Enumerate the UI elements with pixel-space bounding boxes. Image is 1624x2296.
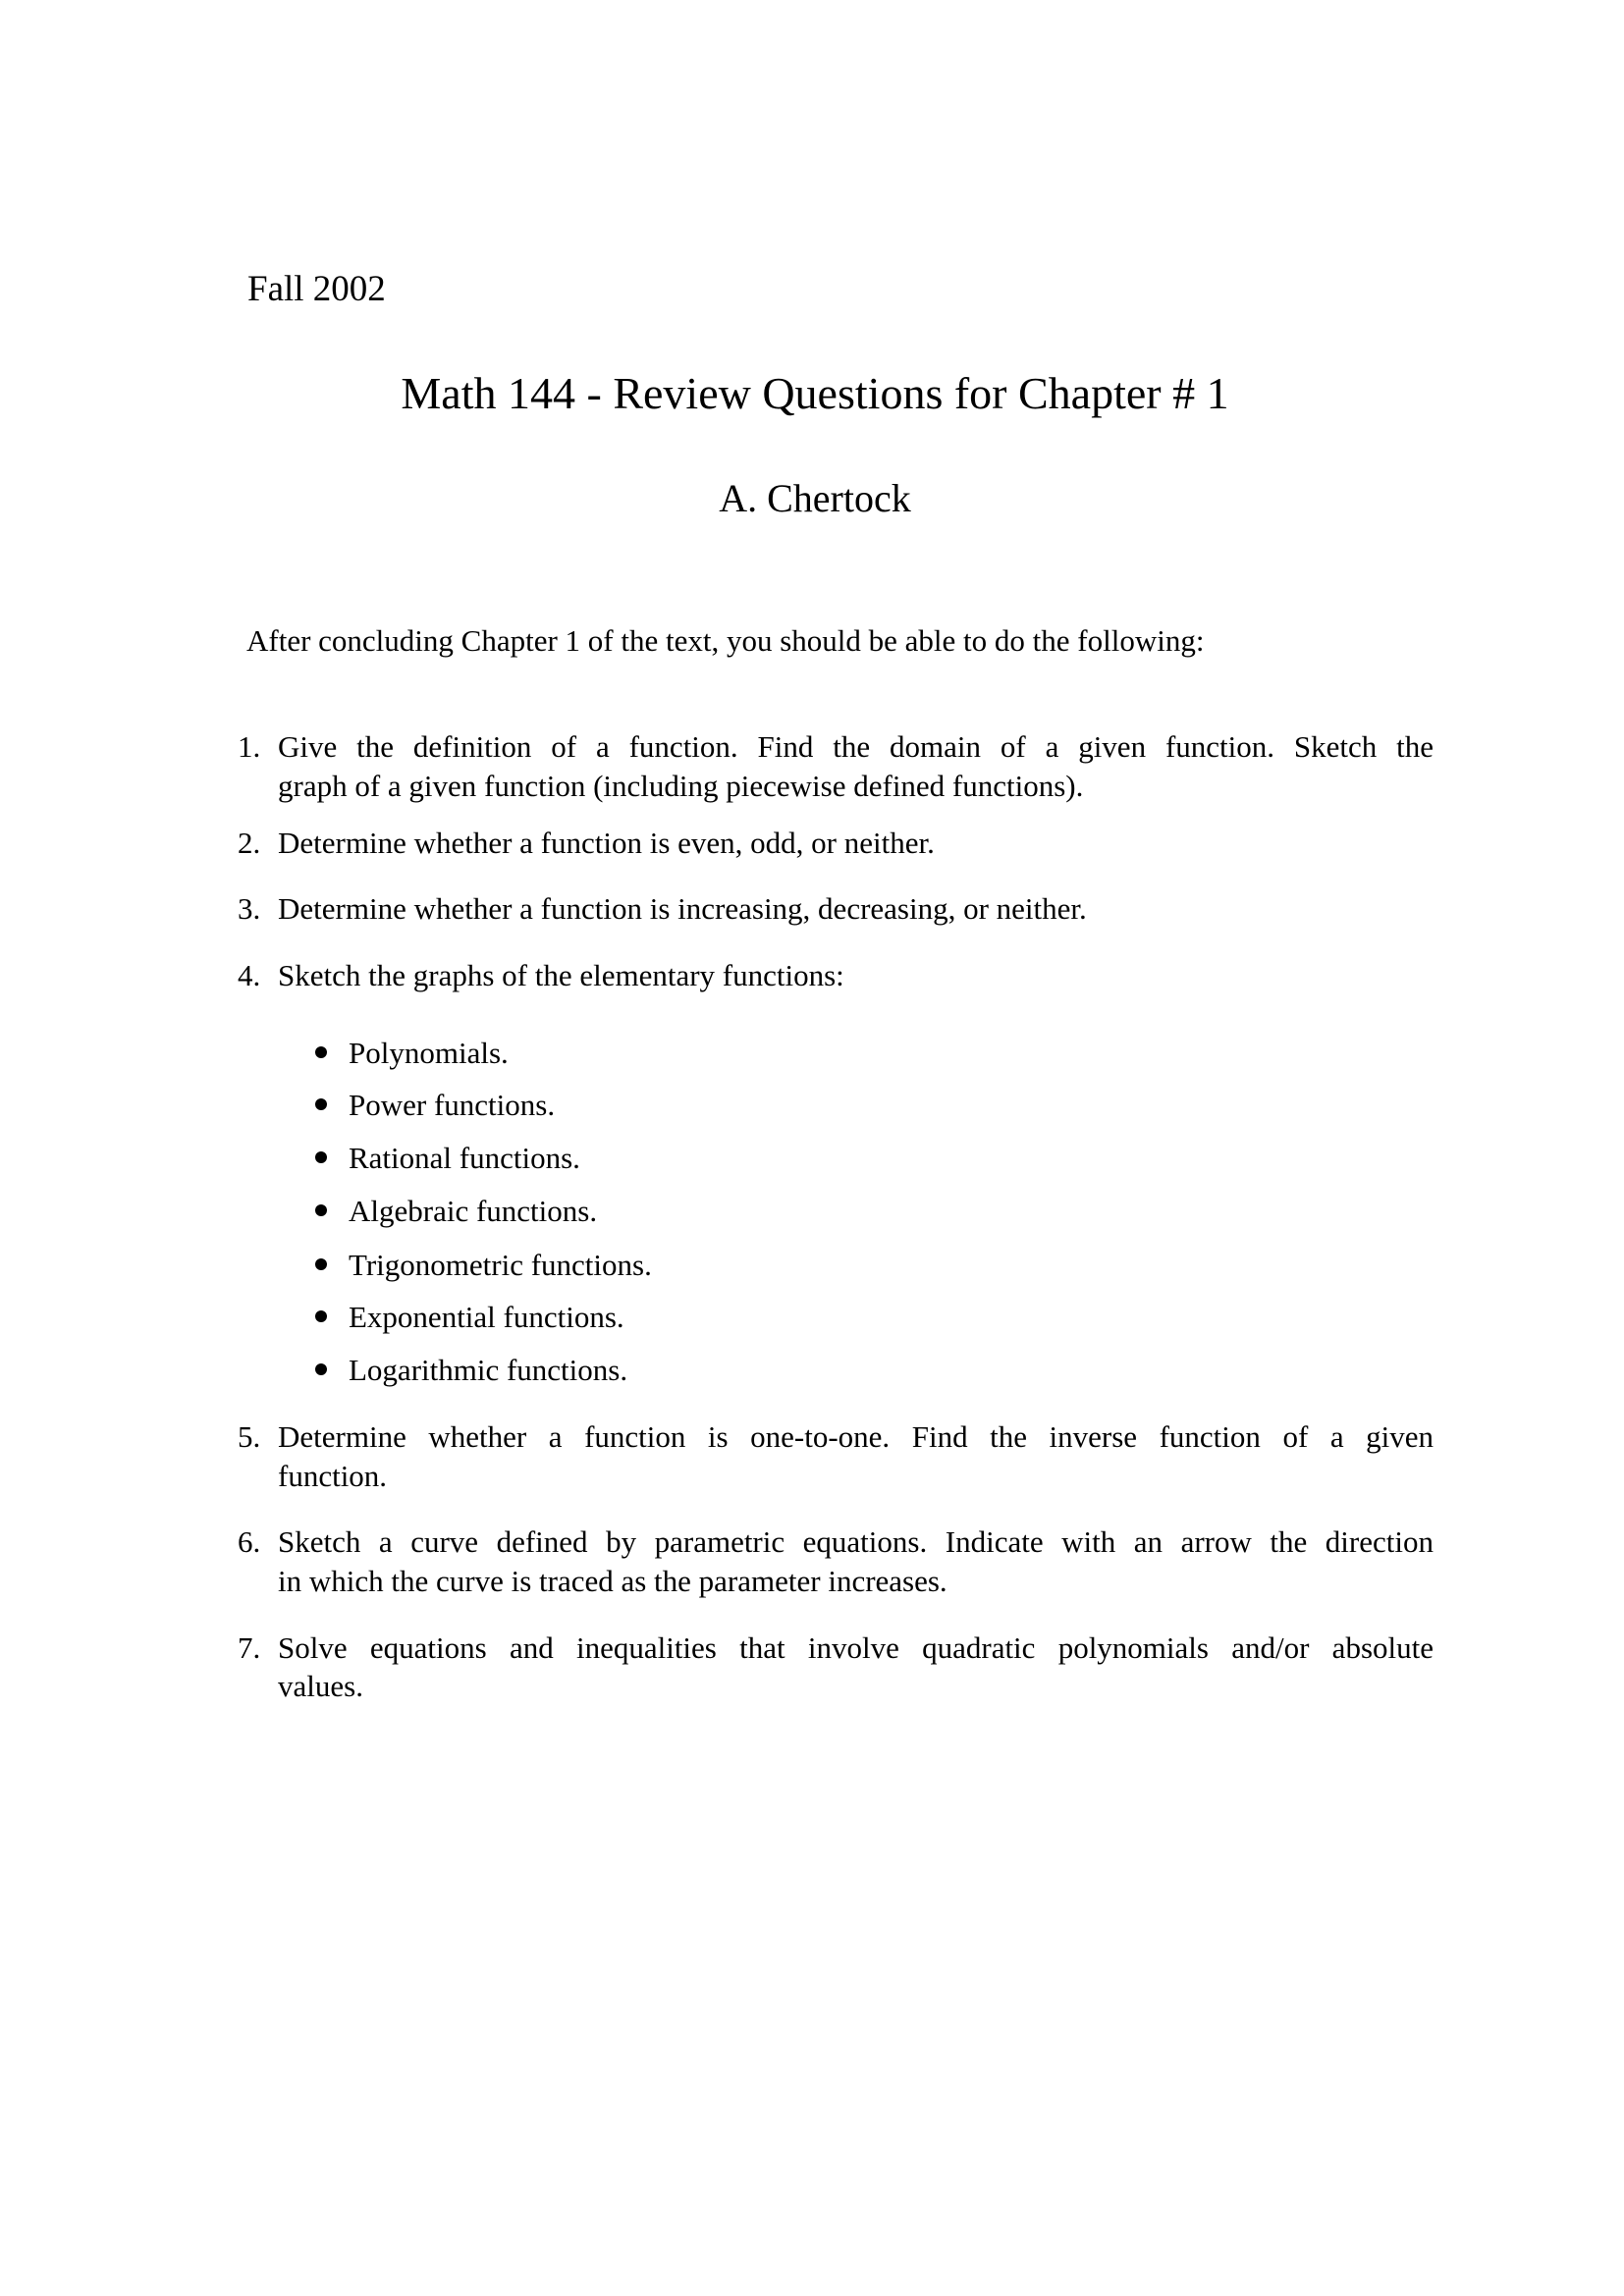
bullet-icon	[315, 1310, 327, 1322]
item-number: 5.	[238, 1419, 261, 1454]
document-title: Math 144 - Review Questions for Chapter # 1	[401, 368, 1229, 418]
item-text-line: Solve equations and inequalities that involve quadratic polynomials and/or absolute	[278, 1630, 1434, 1665]
item-text-line: Determine whether a function is one-to-one. Find the inverse function of a given	[278, 1419, 1434, 1454]
sublist-item-text: Trigonometric functions.	[349, 1248, 652, 1282]
item-text-line: Determine whether a function is increasing, decreasing, or neither.	[278, 891, 1087, 926]
item-text-line: graph of a given function (including piecewise defined functions).	[278, 769, 1084, 803]
item-number: 2.	[238, 826, 261, 860]
item-number: 7.	[238, 1630, 261, 1665]
sublist-item-text: Logarithmic functions.	[349, 1353, 628, 1387]
sublist-item-text: Exponential functions.	[349, 1300, 624, 1334]
sublist-item-text: Algebraic functions.	[349, 1194, 598, 1228]
item-text-line: Give the definition of a function. Find the domain of a given function. Sketch the	[278, 729, 1434, 764]
bullet-icon	[315, 1258, 327, 1270]
item-number: 3.	[238, 891, 261, 926]
bullet-icon	[315, 1363, 327, 1375]
item-text-line: values.	[278, 1669, 363, 1703]
item-number: 1.	[238, 729, 261, 764]
item-number: 4.	[238, 958, 261, 992]
item-text-line: in which the curve is traced as the parameter increases.	[278, 1564, 947, 1598]
intro-paragraph: After concluding Chapter 1 of the text, you should be able to do the following:	[246, 623, 1205, 658]
author-name: A. Chertock	[719, 476, 911, 520]
sublist-item-text: Power functions.	[349, 1088, 556, 1122]
item-number: 6.	[238, 1524, 261, 1559]
sublist-item-text: Polynomials.	[349, 1036, 509, 1070]
bullet-icon	[315, 1098, 327, 1110]
bullet-icon	[315, 1151, 327, 1163]
item-text-line: Sketch a curve defined by parametric equations. Indicate with an arrow the direction	[278, 1524, 1434, 1559]
bullet-icon	[315, 1204, 327, 1216]
sublist-item-text: Rational functions.	[349, 1141, 580, 1175]
bullet-icon	[315, 1046, 327, 1058]
item-text-line: function.	[278, 1459, 388, 1493]
item-text-line: Sketch the graphs of the elementary functions:	[278, 958, 844, 992]
semester-label: Fall 2002	[247, 269, 386, 309]
item-text-line: Determine whether a function is even, odd, or neither.	[278, 826, 935, 860]
